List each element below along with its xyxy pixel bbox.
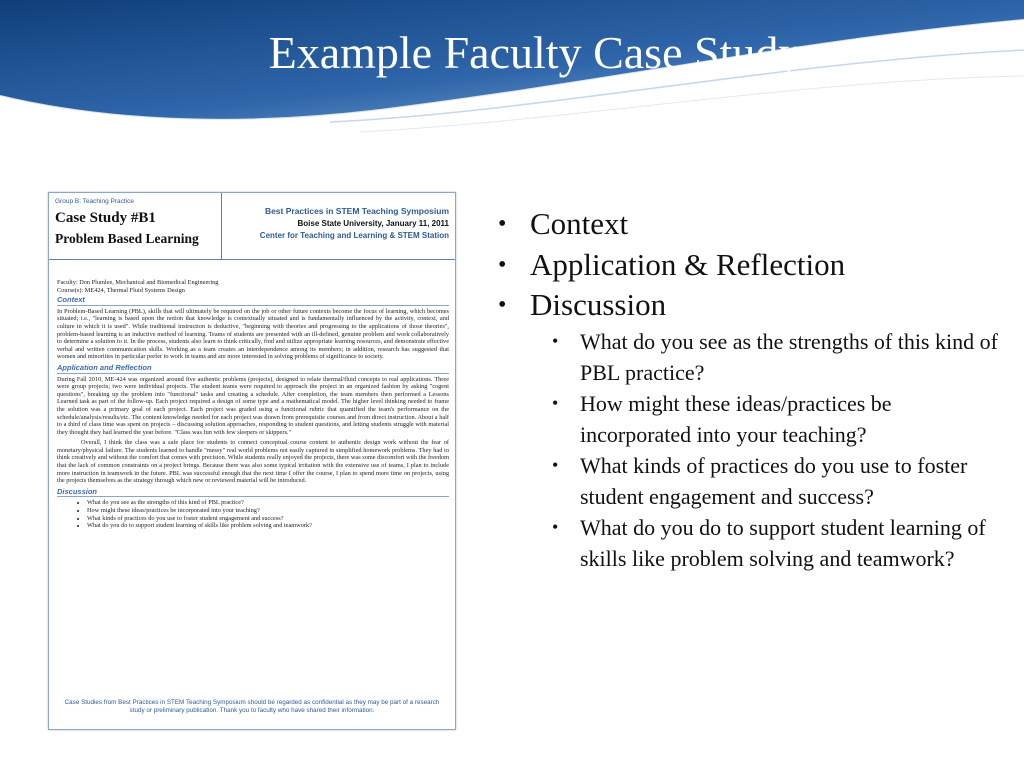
document-header <box>49 193 455 260</box>
document-group-label: Group B: Teaching Practice <box>55 198 135 205</box>
document-discussion-item: • What do you do to support student learning of skills like problem solving and teamwork? <box>87 522 449 530</box>
bullet-context: • Context <box>494 204 1014 245</box>
document-center: Center for Teaching and Learning & STEM Station <box>259 231 449 240</box>
document-discussion-list <box>57 499 449 529</box>
document-symposium-block <box>260 205 449 243</box>
document-discussion-item: • What do you see as the strengths of this kind of PBL practice? <box>87 499 449 507</box>
document-case-number: Case Study #B1 <box>55 210 156 226</box>
sub-bullet-engagement: • What kinds of practices do you use to foster student engagement and success? <box>548 450 1008 512</box>
case-study-document <box>48 192 456 730</box>
document-context-text: In Problem-Based Learning (PBL), skills that will ultimately be required on the job or other future contexts become the focus of learning, which becomes situated; i.e., "learning is based upon the notion that knowledge is contextually situated and is fundamentally influenced by the activity, context, and culture in which it is used". While traditional instruction is deductive, "beginning with theories and progressing to the applications of those theories", problem-based learning is an inductive method of learning. Teams of students are presented with an ill-defined, genuine problem and work collaboratively to determine a solution to it. In the process, students also learn to think critically, find and utilize appropriate learning resources, and demonstrate effective verbal and written communication skills. Working as a team creates an interdependence among its members; in addition, research has suggested that women and minorities in particular prefer to work in teams and are more interested in solving problems of significance to society. <box>57 307 449 361</box>
bullet-application-reflection: • Application & Reflection <box>494 245 1014 286</box>
sub-bullet-support-skills: • What do you do to support student learning of skills like problem solving and teamwork? <box>548 512 1008 574</box>
header-band <box>0 0 1024 160</box>
document-application-heading: Application and Reflection <box>57 364 449 374</box>
document-context-heading: Context <box>57 296 449 306</box>
slide-title: Example Faculty Case Study <box>268 27 802 78</box>
sub-bullet-strengths: • What do you see as the strengths of this kind of PBL practice? <box>548 326 1008 388</box>
document-discussion-item: • What kinds of practices do you use to foster student engagement and success? <box>87 515 449 523</box>
document-header-left <box>49 193 222 259</box>
document-body <box>57 279 449 530</box>
document-faculty: Faculty: Don Plumlee, Mechanical and Biomedical Engineering <box>57 279 219 286</box>
document-discussion-heading: Discussion <box>57 488 449 498</box>
document-footer: Case Studies from Best Practices in STEM Teaching Symposium should be regarded as confidential as they may be part of a research study or preliminary publication. Thank you to faculty who have shared their information. <box>64 699 440 714</box>
document-discussion-item: • How might these ideas/practices be incorporated into your teaching? <box>87 507 449 515</box>
main-bullet-list <box>494 204 1014 326</box>
document-application-text: During Fall 2010, ME-424 was organized around five authentic problems (projects), designed to relate thermal/fluid concepts to real applications. Three were group projects; two were individual projects. The student teams were required to approach the project in an organized fashion by asking "cogent questions", breaking up the problem into "functional" tasks and creating a schedule. After completion, the team members then performed a Lessons Learned task as part of the follow-up. Each project required a design of some type and a mathematical model. The higher level thinking needed to frame the solution was a primary goal of each project. Each project was graded using a functional rubric that quantified the team's performance on the schedule/analysis/results/etc. The content knowledge needed for each project was drawn from prerequisite courses and from direct instruction. About a half to a third of class time was spent on projects – discussing solution approaches, responding to student questions, and letting students struggle with material they thought they had learned the year before. "Class was fun with few sleepers or skippers." <box>57 375 449 436</box>
bullet-discussion: • Discussion <box>494 285 1014 326</box>
document-venue-date: Boise State University, January 11, 2011 <box>297 218 449 228</box>
document-reflection-text: Overall, I think the class was a safe place for students to connect conceptual course content to authentic design work without the fear of monetary/physical failure. The students learned to handle "messy" real world problems not easily captured in simplified homework problems. They had to think creatively and without the comfort that comes with precision. While students really enjoyed the projects, there was some discomfort with the freedom that the lack of common constraints on a project brings. Because there was also some typical irritation with the extensive use of teams, I plan to include more instruction in teamwork in the future. PBL was successful enough that the next time I offer the course, I plan to spend more time on projects, using the projects themselves as the strategy through which new or reviewed material will be introduced. <box>57 439 449 485</box>
sub-bullet-incorporate: • How might these ideas/practices be incorporated into your teaching? <box>548 388 1008 450</box>
discussion-sub-bullet-list <box>548 326 1008 574</box>
document-symposium-name: Best Practices in STEM Teaching Symposium <box>264 206 449 216</box>
document-courses: Course(s): ME424, Thermal Fluid Systems Design <box>57 286 185 294</box>
document-case-title: Problem Based Learning <box>55 231 199 246</box>
